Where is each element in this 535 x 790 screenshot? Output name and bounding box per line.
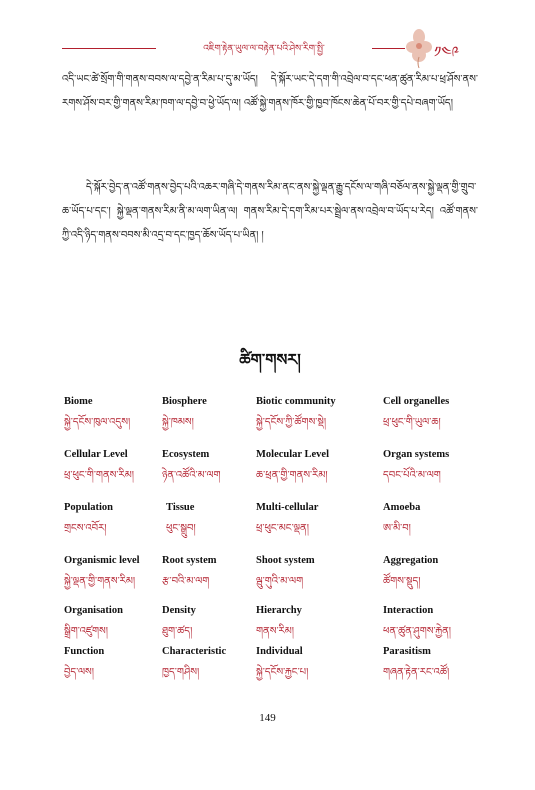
running-head: འཇིག་རྟེན་ཡུལ་ལ་བརྟེན་པའི་ཤེས་རིག་སྤྱི་: [203, 44, 325, 54]
glossary-english-term: Population: [64, 502, 114, 513]
glossary-entry: [383, 395, 495, 431]
glossary-english-term: Shoot system: [256, 555, 315, 566]
glossary-tibetan-term: གཞན་རྟེན་རང་འཚོ།: [383, 667, 450, 678]
glossary-entry: [256, 604, 368, 640]
paragraph-1: འདི་ཡང་ཚེ་སྲོག་གི་གནས་བབས་ལ་དབྱེ་ན་རིམ་པ་དུ་མ་ཡོད། དེ་སྐོར་ཡང་དེ་དག་གི་འབྲེལ་བ་དང་ཕན་ཚུན་རིམ་པ་ཕྲ་ཤོས་ནས་རགས་ཤོས་བར་གྱི་གནས་རིམ་ཁག་ལ་དབྱེ་བ་ཕྱེ་ཡོད་ལ། འཚོ་སྐྱེ་གནས་ཁོར་གྱི་ཁྱབ་ཁོངས་ཆེན་པོ་བར་གྱི་དཔེ་བཞག་ཡོད།: [62, 74, 478, 109]
glossary-english-term: Aggregation: [383, 555, 439, 566]
glossary-tibetan-term: ཕན་ཚུན་ཤུགས་རྐྱེན།: [383, 626, 452, 637]
glossary-english-term: Interaction: [383, 605, 434, 616]
glossary-tibetan-term: སྐྱེ་དངོས་ཀྱི་ཚོགས་སྡེ།: [256, 417, 327, 428]
glossary-entry: [383, 501, 495, 537]
glossary-entry: [383, 645, 495, 681]
glossary-entry: [256, 395, 368, 431]
glossary-tibetan-term: དབང་པོའི་མ་ལག: [383, 470, 441, 481]
glossary-entry: [64, 448, 176, 484]
glossary-tibetan-term: ཕྲ་ཕུང་མང་ལྡན།: [256, 523, 309, 534]
glossary-entry: [64, 395, 176, 431]
glossary-entry: [383, 554, 495, 590]
glossary-entry: [383, 604, 495, 640]
glossary-tibetan-term: གྲངས་འབོར།: [64, 523, 107, 534]
glossary-english-term: Organismic level: [64, 555, 140, 566]
glossary-english-term: Cell organelles: [383, 396, 450, 407]
glossary-english-term: Ecosystem: [162, 449, 210, 460]
glossary-tibetan-term: གནས་རིམ།: [256, 626, 295, 637]
header-rule-right: [372, 48, 405, 49]
header-rule-left: [62, 48, 156, 49]
flower-ornament-icon: [404, 27, 434, 69]
glossary-entry: [64, 501, 176, 537]
glossary-entry: [64, 604, 176, 640]
glossary-entry: [256, 501, 368, 537]
glossary-tibetan-term: སྐྱེ་དངོས་རྐྱང་པ།: [256, 667, 309, 678]
glossary-english-term: Amoeba: [383, 502, 421, 513]
glossary-english-term: Function: [64, 646, 105, 657]
glossary-tibetan-term: སྐྱེ་ལྡན་གྱི་གནས་རིམ།: [64, 576, 136, 587]
glossary-english-term: Tissue: [166, 502, 195, 513]
glossary-entry: [64, 645, 176, 681]
glossary-tibetan-term: ཨ་མི་བ།: [383, 523, 411, 534]
glossary-english-term: Hierarchy: [256, 605, 302, 616]
glossary-english-term: Organisation: [64, 605, 123, 616]
glossary-tibetan-term: ཐུག་ཚད།: [162, 626, 193, 637]
glossary-english-term: Individual: [256, 646, 303, 657]
glossary-entry: [256, 645, 368, 681]
glossary-english-term: Characteristic: [162, 646, 227, 657]
glossary-entry: [256, 554, 368, 590]
glossary-tibetan-term: ཕྲ་ཕུང་གི་ཡུལ་ཆ།: [383, 417, 441, 428]
glossary-english-term: Parasitism: [383, 646, 431, 657]
glossary-tibetan-term: ཕུང་སྒྲུབ།: [166, 523, 196, 534]
glossary-tibetan-term: ཚོགས་སྡུད།: [383, 576, 421, 587]
glossary-english-term: Cellular Level: [64, 449, 128, 460]
glossary-english-term: Root system: [162, 555, 217, 566]
glossary-tibetan-term: སྐྱེ་ཁམས།: [162, 417, 194, 428]
glossary-english-term: Biotic community: [256, 396, 336, 407]
glossary-tibetan-term: བྱེད་ལས།: [64, 667, 95, 678]
glossary-english-term: Multi-cellular: [256, 502, 319, 513]
glossary-tibetan-term: ལྦུ་གུའི་མ་ལག: [256, 576, 304, 587]
glossary-tibetan-term: ཕྲ་ཕུང་གི་གནས་རིམ།: [64, 470, 134, 481]
glossary-english-term: Biome: [64, 396, 93, 407]
glossary-english-term: Molecular Level: [256, 449, 329, 460]
glossary-english-term: Organ systems: [383, 449, 450, 460]
page-number: 149: [259, 712, 276, 724]
glossary-tibetan-term: ཉེན་འཚོའི་མ་ལག: [162, 470, 221, 481]
paragraph-2: དེ་སྐོར་བྱེད་ན་འཚོ་གནས་བྱེད་པའི་འཆར་གཞི་དེ་གནས་རིམ་ནང་ནས་སྐྱེ་ལྡན་རྒྱུ་དངོས་ལ་གཞི་བཅོལ་ནས་སྐྱེ་ལྡན་གྱི་གྲུབ་ཆ་ཡོད་པ་དང་། སྐྱེ་ལྡན་གནས་རིམ་ནི་མ་ལག་ཡིན་ལ། གནས་རིམ་དེ་དག་རིམ་པར་སྦྲེལ་ནས་འབྲེལ་བ་ཡོད་པ་རེད། འཚོ་གནས་ཀྱི་འདི་ཉིད་གནས་བབས་མི་འདྲ་བ་དང་ཁྱད་ཆོས་ཡོད་པ་ཡིན། །: [62, 182, 478, 241]
glossary-tibetan-term: ཁྱད་གཤིས།: [162, 667, 200, 678]
glossary-entry: [383, 448, 495, 484]
glossary-english-term: Biosphere: [162, 396, 207, 407]
glossary-tibetan-term: སྒྲིག་འཛུགས།: [64, 626, 108, 637]
page-number-tibetan: ༡༤༩: [434, 43, 460, 61]
glossary-tibetan-term: ཆ་ཕྲན་གྱི་གནས་རིམ།: [256, 470, 328, 481]
section-title: ཚིག་གསར།: [239, 350, 301, 369]
glossary-english-term: Density: [162, 605, 196, 616]
glossary-entry: [256, 448, 368, 484]
glossary-entry: [64, 554, 176, 590]
glossary-tibetan-term: སྐྱེ་དངོས་ཁུལ་འདུས།: [64, 417, 131, 428]
glossary-tibetan-term: རྩ་བའི་མ་ལག: [162, 576, 210, 587]
